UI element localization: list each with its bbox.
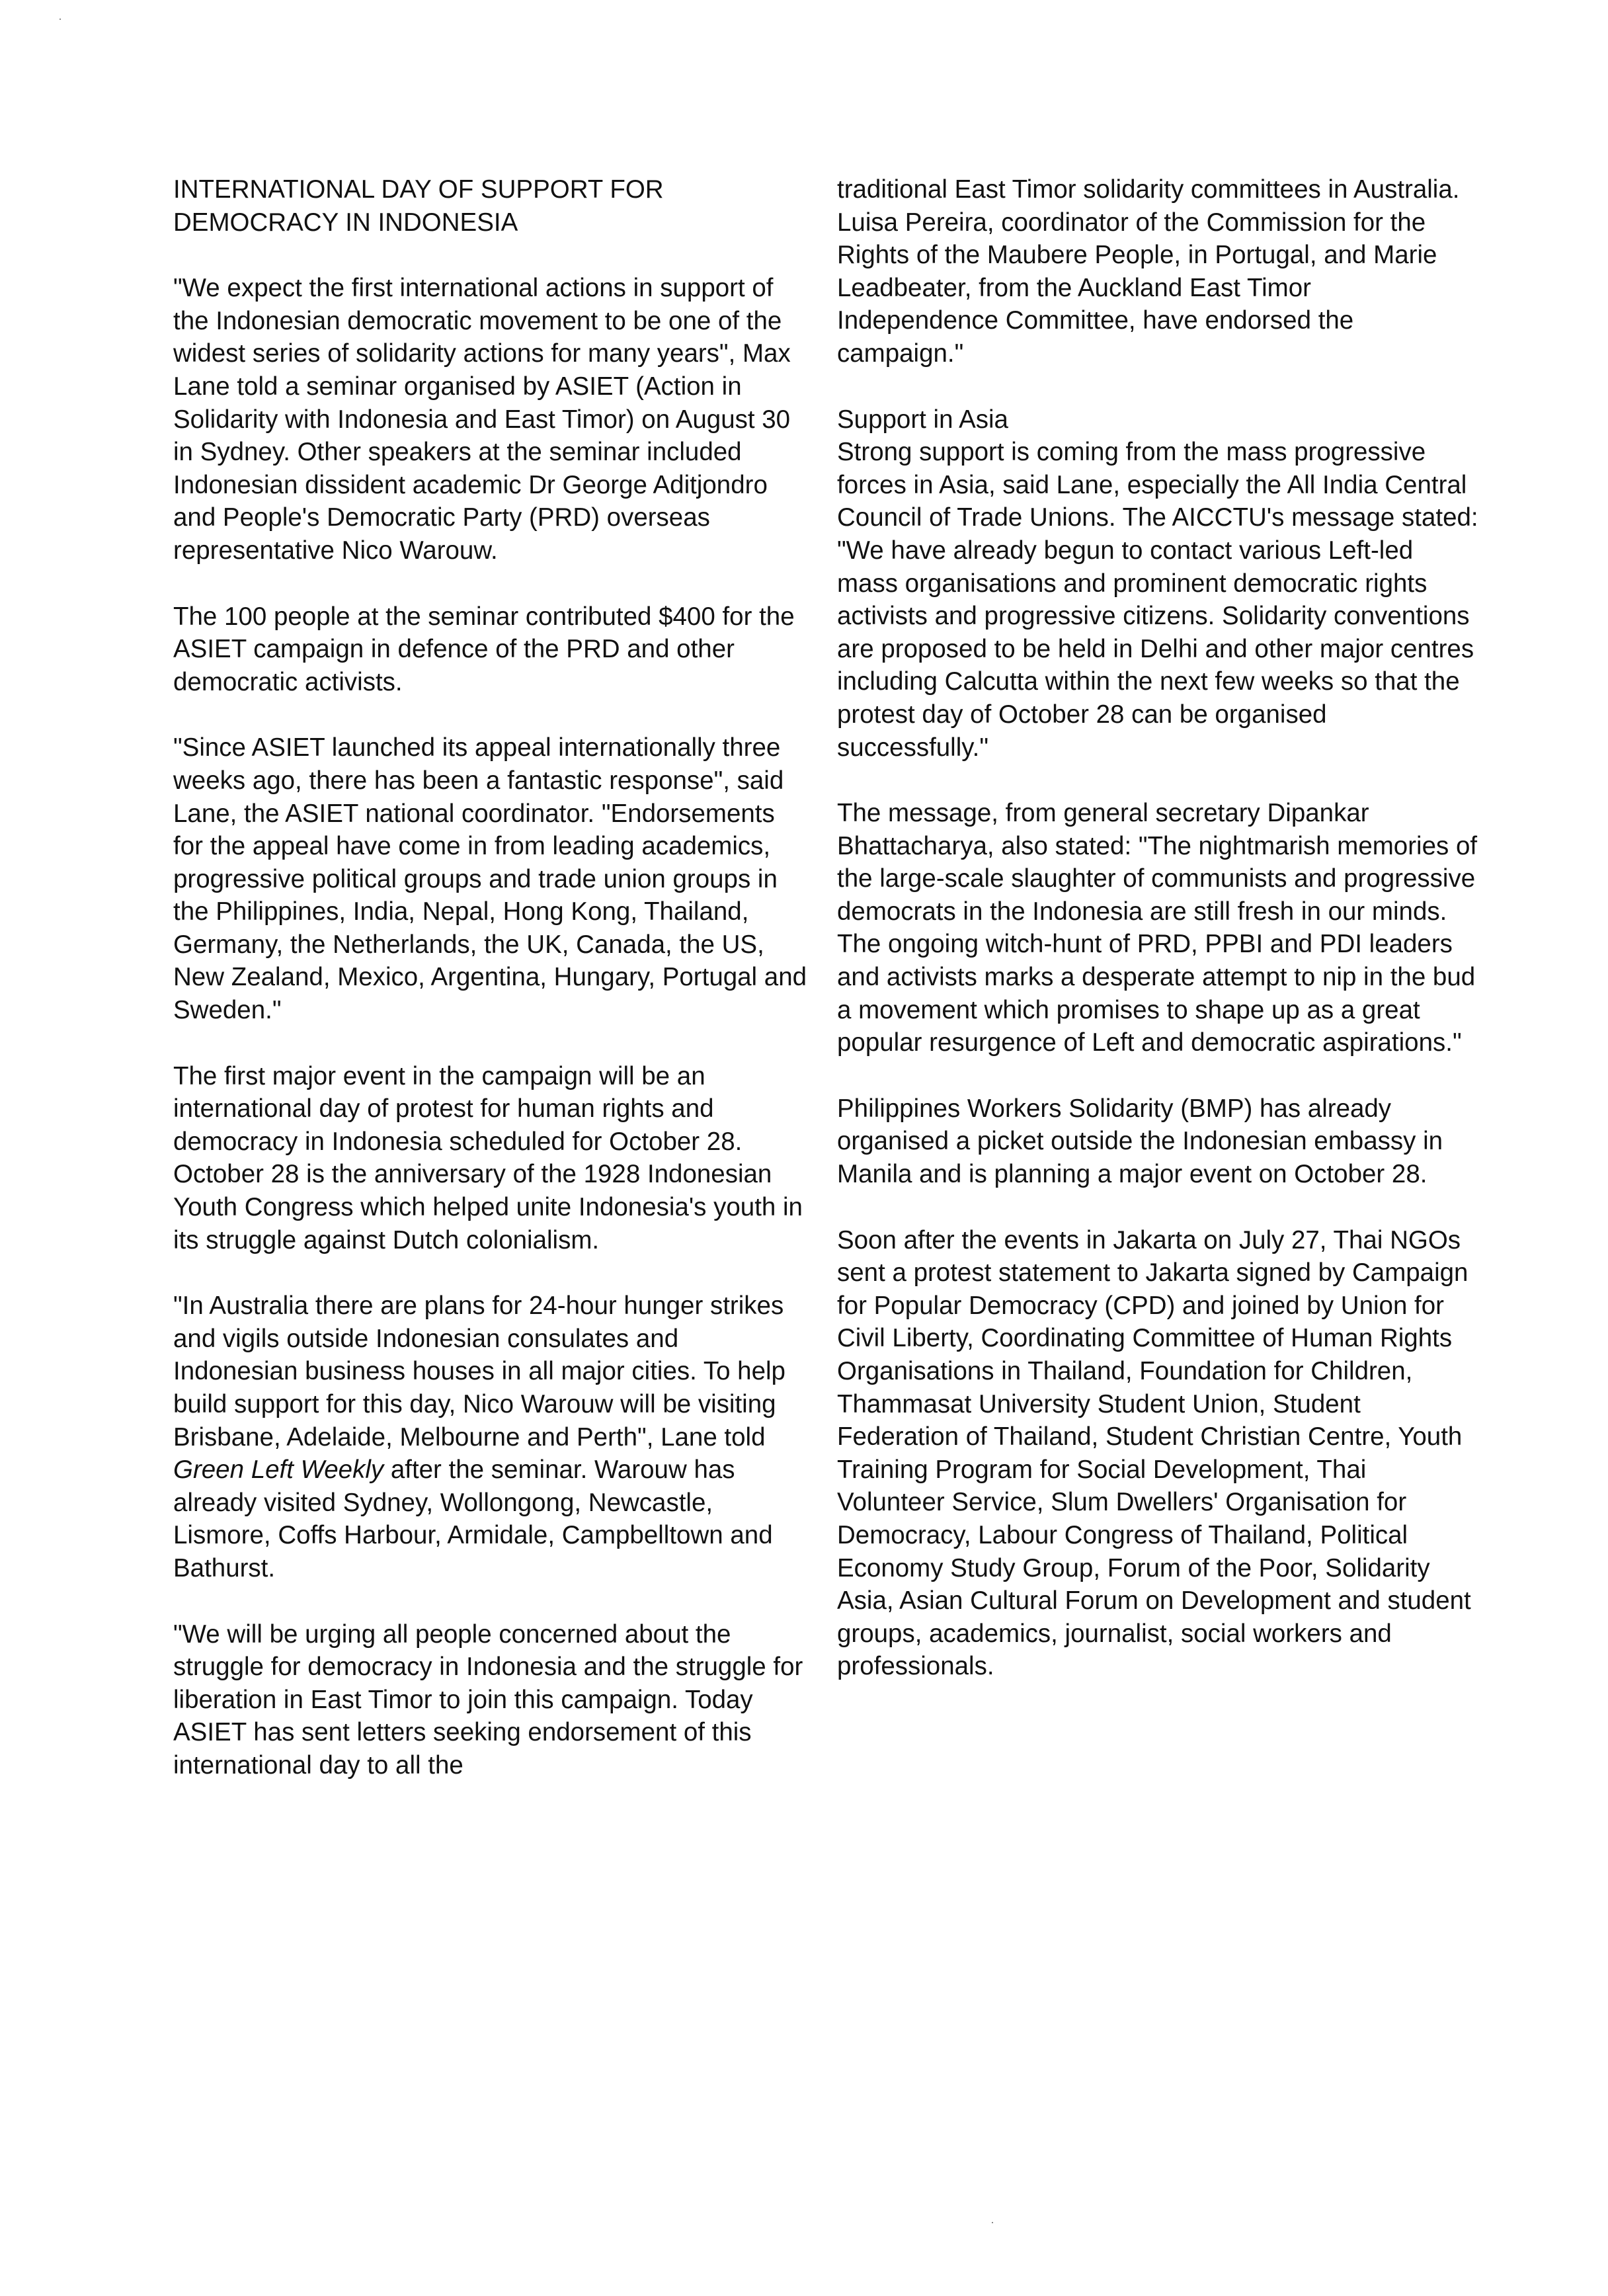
paragraph-left-4: The first major event in the campaign will be an international day of protest for human rights and democracy in Indonesia scheduled for October 28. October 28 is the anniversary of the 1928 Indonesian Youth Congress which helped unite Indonesia's youth in its struggle against Dutch colonialism.: [173, 1061, 803, 1254]
article-title-line-1: INTERNATIONAL DAY OF SUPPORT FOR: [173, 175, 664, 204]
paragraph-left-1: "We expect the first international actions in support of the Indonesian democratic movement to be one of the widest series of solidarity actions for many years", Max Lane told a seminar organised by ASIET (Action in Solidarity with Indonesia and East Timor) on August 30 in Sydney. Other speakers at the seminar included Indonesian dissident academic Dr George Aditjondro and People's Democratic Party (PRD) overseas representative Nico Warouw.: [173, 274, 791, 565]
scan-speck-top: [60, 19, 61, 20]
paragraph-left-5: [173, 1290, 808, 1584]
article-title-line-2: DEMOCRACY IN INDONESIA: [173, 208, 518, 237]
section-support-in-asia: [837, 403, 1478, 764]
paragraph-right-1: traditional East Timor solidarity committees in Australia. Luisa Pereira, coordinator of the Commission for the Rights of the Maubere People, in Portugal, and Marie Leadbeater, from the Auckland East Timor Independence Committee, have endorsed the campaign.": [837, 175, 1460, 368]
paragraph-right-2: Strong support is coming from the mass progressive forces in Asia, said Lane, especially the All India Central Council of Trade Unions. The AICCTU's message stated: "We have already begun to contact various Left-led mass organisations and prominent democratic rights activists and progressive citizens. Solidarity conventions are proposed to be held in Delhi and other major centres including Calcutta within the next few weeks so that the protest day of October 28 can be organised successfully.": [837, 438, 1478, 762]
right-column: [837, 173, 1478, 1716]
paragraph-right-3: The message, from general secretary Dipankar Bhattacharya, also stated: "The nightmarish memories of the large-scale slaughter of communists and progressive democrats in the Indonesia are still fresh in our minds. The ongoing witch-hunt of PRD, PPBI and PDI leaders and activists marks a desperate attempt to nip in the bud a movement which promises to shape up as a great popular resurgence of Left and democratic aspirations.": [837, 799, 1478, 1057]
paragraph-left-5-text-b: after the seminar. Warouw has already visited Sydney, Wollongong, Newcastle, Lismore, Coffs Harbour, Armidale, Campbelltown and Bathurst.: [173, 1456, 773, 1582]
paragraph-left-2: The 100 people at the seminar contributed $400 for the ASIET campaign in defence of the PRD and other democratic activists.: [173, 602, 795, 696]
paragraph-left-3: "Since ASIET launched its appeal internationally three weeks ago, there has been a fantastic response", said Lane, the ASIET national coordinator. "Endorsements for the appeal have come in from leading academics, progressive political groups and trade union groups in the Philippines, India, Nepal, Hong Kong, Thailand, Germany, the Netherlands, the UK, Canada, the US, New Zealand, Mexico, Argentina, Hungary, Portugal and Sweden.": [173, 733, 807, 1025]
scan-speck-bottom: [992, 2222, 993, 2223]
left-column: [173, 173, 808, 1815]
article-title: [173, 173, 808, 239]
paragraph-left-5-text-a: "In Australia there are plans for 24-hour hunger strikes and vigils outside Indonesian consulates and Indonesian business houses in all major cities. To help build support for this day, Nico Warouw will be visiting Brisbane, Adelaide, Melbourne and Perth", Lane told: [173, 1292, 785, 1452]
subheading-support-in-asia: Support in Asia: [837, 405, 1008, 434]
paragraph-right-5: Soon after the events in Jakarta on July 27, Thai NGOs sent a protest statement to Jakarta signed by Campaign for Popular Democracy (CPD) and joined by Union for Civil Liberty, Coordinating Committee of Human Rights Organisations in Thailand, Foundation for Children, Thammasat University Student Union, Student Federation of Thailand, Student Christian Centre, Youth Training Program for Social Development, Thai Volunteer Service, Slum Dwellers' Organisation for Democracy, Labour Congress of Thailand, Political Economy Study Group, Forum of the Poor, Solidarity Asia, Asian Cultural Forum on Development and student groups, academics, journalist, social workers and professionals.: [837, 1225, 1471, 1681]
paragraph-left-6: "We will be urging all people concerned about the struggle for democracy in Indonesia and the struggle for liberation in East Timor to join this campaign. Today ASIET has sent letters seeking endorsement of this international day to all the: [173, 1620, 803, 1780]
publication-name: Green Left Weekly: [173, 1456, 384, 1485]
paragraph-right-4: Philippines Workers Solidarity (BMP) has already organised a picket outside the Indonesian embassy in Manila and is planning a major event on October 28.: [837, 1094, 1443, 1189]
